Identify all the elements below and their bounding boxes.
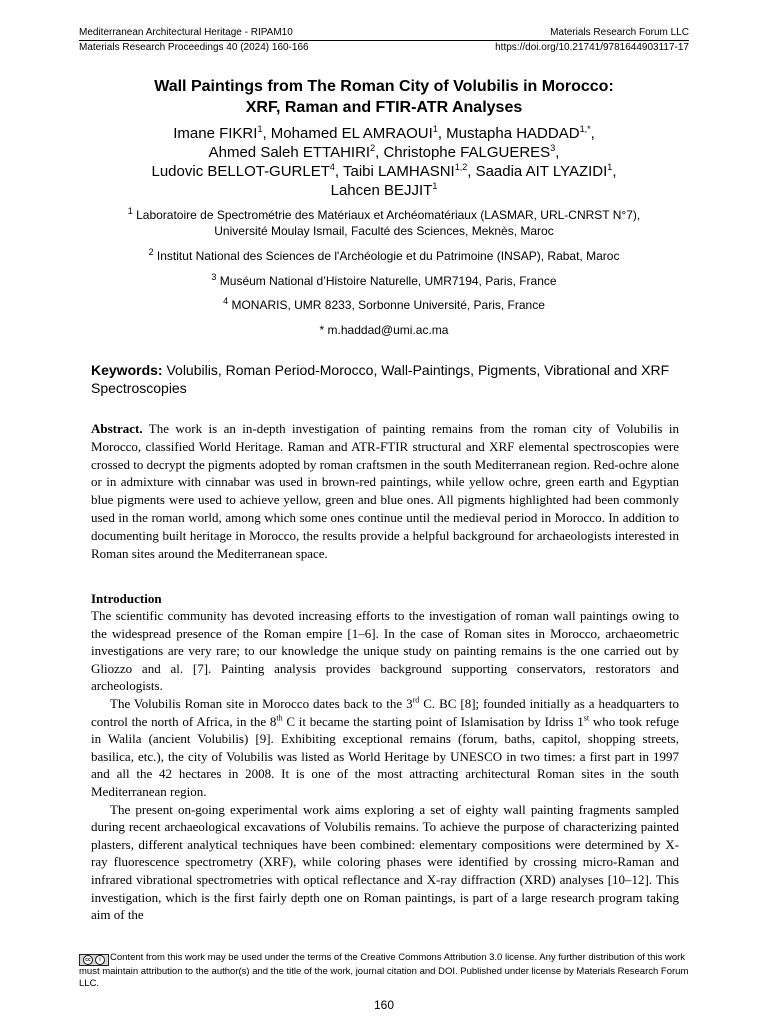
author-line	[79, 181, 689, 200]
affiliation-3	[100, 273, 668, 289]
author-name: Lahcen BEJJIT	[330, 182, 433, 199]
author-separator: ,	[555, 144, 560, 161]
author-name: Mohamed EL AMRAOUI	[270, 125, 433, 142]
keywords-text: Volubilis, Roman Period-Morocco, Wall-Paintings, Pigments, Vibrational and XRF Spectroscopies	[91, 362, 670, 396]
superscript: th	[276, 713, 283, 723]
keywords	[91, 361, 679, 397]
affiliation-text: MONARIS, UMR 8233, Sorbonne Université, Paris, France	[231, 298, 545, 312]
cc-icon: cc	[83, 955, 93, 965]
conference-name: Mediterranean Architectural Heritage - RIPAM10	[79, 27, 293, 38]
author-separator: ,	[437, 125, 447, 142]
author-separator: ,	[262, 125, 271, 142]
author-affiliation-mark: 2	[370, 143, 376, 153]
proceedings-citation: Materials Research Proceedings 40 (2024) 160-166	[79, 42, 309, 53]
text-run: The Volubilis Roman site in Morocco dates back to the 3	[110, 695, 413, 711]
author-name: Taibi LAMHASNI	[343, 163, 455, 180]
author-separator: ,	[467, 163, 476, 180]
author-separator: ,	[334, 163, 343, 180]
author-affiliation-mark: 1,2	[454, 162, 468, 172]
affiliation-number: 2	[148, 247, 154, 257]
superscript: rd	[412, 695, 420, 705]
running-header-top	[79, 27, 689, 39]
author-line	[79, 162, 689, 181]
author-affiliation-mark: 1	[257, 124, 263, 134]
keywords-label: Keywords:	[91, 362, 163, 378]
text-run: C it became the starting point of Islamisation by Idriss 1	[282, 713, 584, 729]
author-line	[79, 143, 689, 162]
running-header-bottom	[79, 42, 689, 54]
author-separator: ,	[590, 125, 595, 142]
text-run: C. BC [8]; founded initially as a headquarters to control the north of Africa, in the 8	[91, 695, 679, 729]
author-affiliation-mark: 4	[329, 162, 335, 172]
paragraph	[91, 695, 679, 801]
author-name: Christophe FALGUERES	[383, 144, 551, 161]
affiliation-1	[100, 207, 668, 239]
attribution-icon: i	[95, 955, 105, 965]
corresponding-email[interactable]: * m.haddad@umi.ac.ma	[319, 323, 449, 337]
paper-title	[79, 76, 689, 118]
affiliation-text: Muséum National d’Histoire Naturelle, UMR7194, Paris, France	[219, 274, 557, 288]
affiliation-4	[100, 297, 668, 313]
author-affiliation-mark: 1	[432, 181, 438, 191]
paragraph: The present on-going experimental work aims exploring a set of eighty wall painting fragments sampled during recent archaeological excavations of Volubilis remains. To achieve the purpose of characterizing painted plasters, different analytical techniques have been combined: elementary compositions were determined by X-ray fluorescence spectrometry (XRF), while coloring phases were identified by crossing micro-Raman and infrared vibrational spectrometries with optical reflectance and X-ray diffraction (XRD) analyses [10–12]. This investigation, which is the first fairly depth one on Roman paintings, is part of a large research program taking aim of the	[91, 801, 679, 923]
author-affiliation-mark: 1	[607, 162, 613, 172]
author-name: Saadia AIT LYAZIDI	[475, 163, 608, 180]
author-name: Ahmed Saleh ETTAHIRI	[208, 144, 371, 161]
author-affiliation-mark: 3	[550, 143, 556, 153]
title-line-1: Wall Paintings from The Roman City of Volubilis in Morocco:	[154, 78, 614, 95]
title-line-2: XRF, Raman and FTIR-ATR Analyses	[245, 99, 523, 116]
affiliation-text: Laboratoire de Spectrométrie des Matériaux et Archéomatériaux (LASMAR, URL-CNRST N°7), Université Moulay Ismail, Faculté des Sciences, Meknès, Maroc	[136, 208, 641, 238]
author-name: Mustapha HADDAD	[446, 125, 580, 142]
page-number: 160	[373, 998, 395, 1012]
author-list	[79, 124, 689, 200]
author-affiliation-mark: 1,*	[579, 124, 591, 134]
abstract	[91, 420, 679, 562]
introduction-body	[91, 607, 679, 924]
affiliation-number: 1	[127, 206, 133, 216]
superscript: st	[583, 713, 590, 723]
author-line	[79, 124, 689, 143]
header-divider	[79, 40, 689, 41]
introduction-heading: Introduction	[91, 591, 162, 606]
affiliation-text: Institut National des Sciences de l'Archéologie et du Patrimoine (INSAP), Rabat, Maroc	[156, 249, 620, 263]
affiliation-number: 4	[223, 296, 229, 306]
affiliation-2	[100, 248, 668, 264]
license-note	[79, 952, 689, 989]
publisher-name: Materials Research Forum LLC	[550, 27, 689, 38]
text-run: who took refuge in Walila (ancient Volubilis) [9]. Exhibiting exceptional remains (forum, baths, capitol, shopping streets, basilica, etc.), the city of Volubilis was listed as World Heritage by UNESCO in two times: a first part in 1997 and all the 42 hectares in 2008. It is one of the most attracting architectural Roman sites in the south Mediterranean region.	[91, 713, 679, 799]
paragraph: The scientific community has devoted increasing efforts to the investigation of roman wall paintings owing to the widespread presence of the Roman empire [1–6]. In the case of Roman sites in Morocco, archaeometric investigations are very rare; to our knowledge the unique study on painting remains is the one carried out by Gliozzo and al. [7]. Painting analysis provides background supporting conservators, restorators and archeologists.	[91, 608, 679, 694]
author-name: Ludovic BELLOT-GURLET	[151, 163, 330, 180]
author-separator: ,	[375, 144, 384, 161]
author-separator: ,	[612, 163, 617, 180]
doi-link[interactable]: https://doi.org/10.21741/9781644903117-17	[495, 42, 689, 53]
author-affiliation-mark: 1	[432, 124, 438, 134]
creative-commons-icon[interactable]	[79, 954, 109, 966]
license-text: Content from this work may be used under the terms of the Creative Commons Attribution 3.0 license. Any further distribution of this work must maintain attribution to the author(s) and the title of the work, journal citation and DOI. Published under license by Materials Research Forum LLC.	[79, 952, 689, 989]
affiliation-number: 3	[211, 272, 217, 282]
author-name: Imane FIKRI	[173, 125, 258, 142]
abstract-text: The work is an in-depth investigation of painting remains from the roman city of Volubilis in Morocco, classified World Heritage. Raman and ATR-FTIR structural and XRF elemental spectroscopies were crossed to decrypt the pigments adopted by roman craftsmen in the south Mediterranean region. Red-ochre alone or in admixture with cinnabar was used in brown-red paintings, while yellow ochre, green earth and Egyptian blue pigments were used to achieve yellow, green and blue ones. All pigments highlighted had been commonly used in the roman world, among which some ones continue until the medieval period in Morocco. In addition to documenting built heritage in Morocco, the results provide a helpful background for archaeologists interested in Roman sites around the Mediterranean space.	[91, 421, 679, 561]
abstract-label: Abstract.	[91, 421, 143, 436]
